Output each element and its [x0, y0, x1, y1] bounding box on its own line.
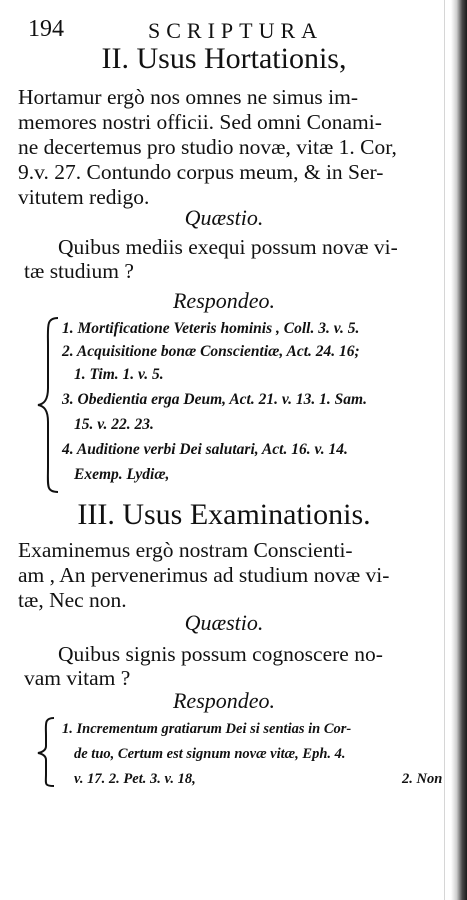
page-edge-line — [444, 0, 445, 900]
answer-item: 2. Acquisitione bonæ Conscientiæ, Act. 24. 16; — [62, 343, 360, 360]
respondeo-label: Respondeo. — [172, 688, 276, 713]
catchword: 2. Non — [402, 771, 443, 787]
respondeo-label: Respondeo. — [172, 288, 276, 313]
section-heading-hortationis: II. Usus Hortationis, — [101, 42, 347, 75]
quaestio-line: Quibus signis possum cognoscere no- — [58, 642, 383, 666]
page-number: 194 — [28, 16, 64, 42]
body-line: vitutem redigo. — [18, 185, 150, 209]
quaestio-label: Quæstio. — [184, 610, 264, 635]
quaestio-line: tæ studium ? — [24, 259, 134, 283]
answer-item: 15. v. 22. 23. — [74, 416, 154, 433]
body-line: Hortamur ergò nos omnes ne simus im- — [18, 85, 358, 109]
body-line: memores nostri officii. Sed omni Conami- — [18, 110, 382, 134]
body-line: am , An pervenerimus ad studium novæ vi- — [18, 563, 390, 587]
body-line: 9.v. 27. Contundo corpus meum, & in Ser- — [18, 160, 384, 184]
answer-item: Exemp. Lydiæ, — [74, 466, 170, 483]
body-line: Examinemus ergò nostram Conscienti- — [18, 538, 353, 562]
answer-item: 1. Incrementum gratiarum Dei si sentias in Cor- — [62, 721, 352, 737]
curly-brace-icon — [36, 316, 64, 494]
body-line: ne decertemus pro studio novæ, vitæ 1. Cor, — [18, 135, 397, 159]
quaestio-line: vam vitam ? — [24, 666, 131, 690]
answer-item: de tuo, Certum est signum novæ vitæ, Eph. 4. — [74, 746, 346, 762]
quaestio-line: Quibus mediis exequi possum novæ vi- — [58, 235, 398, 259]
answer-item: 3. Obedientia erga Deum, Act. 21. v. 13. 1. Sam. — [62, 391, 367, 408]
quaestio-label: Quæstio. — [184, 205, 264, 230]
running-head: SCRIPTURA — [148, 18, 324, 43]
body-line: tæ, Nec non. — [18, 588, 127, 612]
answer-item: 1. Mortificatione Veteris hominis , Coll. 3. v. 5. — [62, 320, 360, 337]
section-heading-examinationis: III. Usus Examinationis. — [77, 498, 371, 531]
page-edge-shadow — [451, 0, 467, 900]
answer-item: v. 17. 2. Pet. 3. v. 18, — [74, 771, 196, 787]
answer-item: 4. Auditione verbi Dei salutari, Act. 16. v. 14. — [62, 441, 348, 458]
answer-item: 1. Tim. 1. v. 5. — [74, 366, 164, 383]
curly-brace-icon — [36, 716, 58, 788]
